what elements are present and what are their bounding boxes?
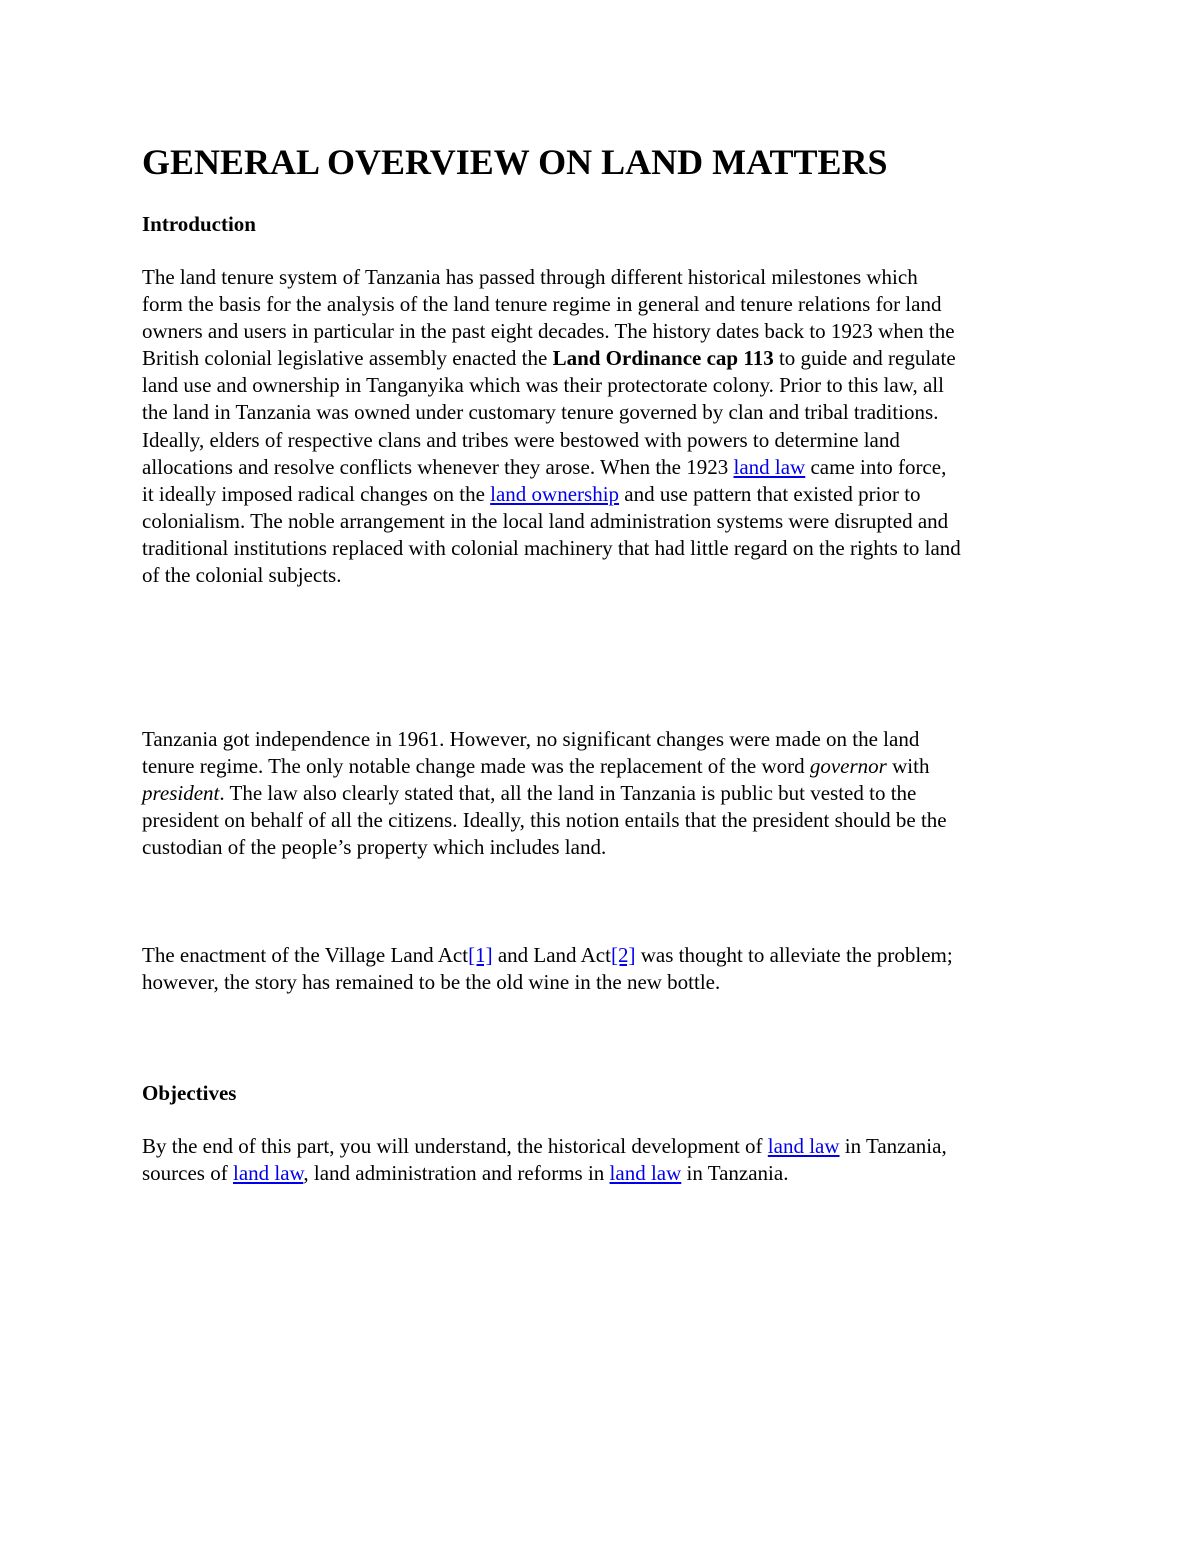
text-segment: allocations and resolve conflicts whenever they arose. When the 1923 xyxy=(142,454,734,479)
footnote-1-link[interactable]: [1] xyxy=(468,943,493,967)
text-segment: , land administration and reforms in xyxy=(303,1161,610,1186)
text-segment: with xyxy=(886,754,930,779)
land-ownership-link[interactable]: land ownership xyxy=(490,481,620,506)
governor-italic: governor xyxy=(809,754,887,779)
text-line: Ideally, elders of respective clans and tribes were bestowed with powers to determine land xyxy=(142,427,900,452)
text-segment: and use pattern that existed prior to xyxy=(619,481,921,506)
introduction-paragraph-1 xyxy=(142,264,1072,589)
president-italic: president xyxy=(142,781,220,806)
text-line xyxy=(142,942,1072,969)
text-line: form the basis for the analysis of the land tenure regime in general and tenure relations for land xyxy=(142,292,942,317)
land-law-link[interactable]: land law xyxy=(609,1161,682,1186)
introduction-paragraph-2 xyxy=(142,726,1072,861)
text-segment: tenure regime. The only notable change made was the replacement of the word xyxy=(142,754,810,779)
text-line xyxy=(142,1133,1072,1160)
text-segment: came into force, xyxy=(805,454,947,479)
text-line: president on behalf of all the citizens. Ideally, this notion entails that the president should be the xyxy=(142,808,947,833)
land-law-link[interactable]: land law xyxy=(232,1161,304,1186)
text-segment: and Land Act xyxy=(492,943,611,967)
text-line: owners and users in particular in the past eight decades. The history dates back to 1923 when the xyxy=(142,319,955,344)
objectives-paragraph xyxy=(142,1133,1072,1187)
text-line xyxy=(142,481,1072,508)
text-line xyxy=(142,454,1072,481)
text-line: colonialism. The noble arrangement in the local land administration systems were disrupted and xyxy=(142,508,949,533)
text-segment: was thought to alleviate the problem; xyxy=(635,943,953,967)
objectives-heading: Objectives xyxy=(142,1081,237,1105)
document-title: GENERAL OVERVIEW ON LAND MATTERS xyxy=(142,142,888,182)
footnote-2-link[interactable]: [2] xyxy=(610,943,636,967)
introduction-paragraph-3 xyxy=(142,942,1072,996)
text-line: however, the story has remained to be the old wine in the new bottle. xyxy=(142,970,721,995)
text-segment: The enactment of the Village Land Act xyxy=(142,943,469,967)
introduction-heading: Introduction xyxy=(142,212,256,236)
text-line: custodian of the people’s property which includes land. xyxy=(142,835,607,860)
land-law-link[interactable]: land law xyxy=(767,1134,840,1158)
land-law-link[interactable]: land law xyxy=(733,454,806,479)
text-line: land use and ownership in Tanganyika which was their protectorate colony. Prior to this law, all xyxy=(142,373,944,398)
text-segment: . The law also clearly stated that, all the land in Tanzania is public but vested to the xyxy=(219,781,917,806)
text-line: the land in Tanzania was owned under customary tenure governed by clan and tribal traditions. xyxy=(142,400,939,425)
text-segment: to guide and regulate xyxy=(773,346,956,371)
text-segment: British colonial legislative assembly enacted the xyxy=(142,346,553,371)
land-ordinance-bold: Land Ordinance cap 113 xyxy=(552,346,774,371)
text-segment: in Tanzania, xyxy=(839,1134,947,1158)
text-line xyxy=(142,753,1072,780)
text-line: The land tenure system of Tanzania has passed through different historical milestones which xyxy=(142,265,918,289)
text-line: traditional institutions replaced with colonial machinery that had little regard on the rights to land xyxy=(142,535,961,560)
text-segment: sources of xyxy=(142,1161,233,1186)
text-line: Tanzania got independence in 1961. However, no significant changes were made on the land xyxy=(142,727,920,751)
text-segment: it ideally imposed radical changes on the xyxy=(142,481,491,506)
text-line xyxy=(142,1160,1072,1187)
text-segment: By the end of this part, you will understand, the historical development of xyxy=(142,1134,768,1158)
text-line: of the colonial subjects. xyxy=(142,563,342,588)
text-line xyxy=(142,780,1072,807)
text-line xyxy=(142,345,1072,372)
text-segment: in Tanzania. xyxy=(681,1161,789,1186)
